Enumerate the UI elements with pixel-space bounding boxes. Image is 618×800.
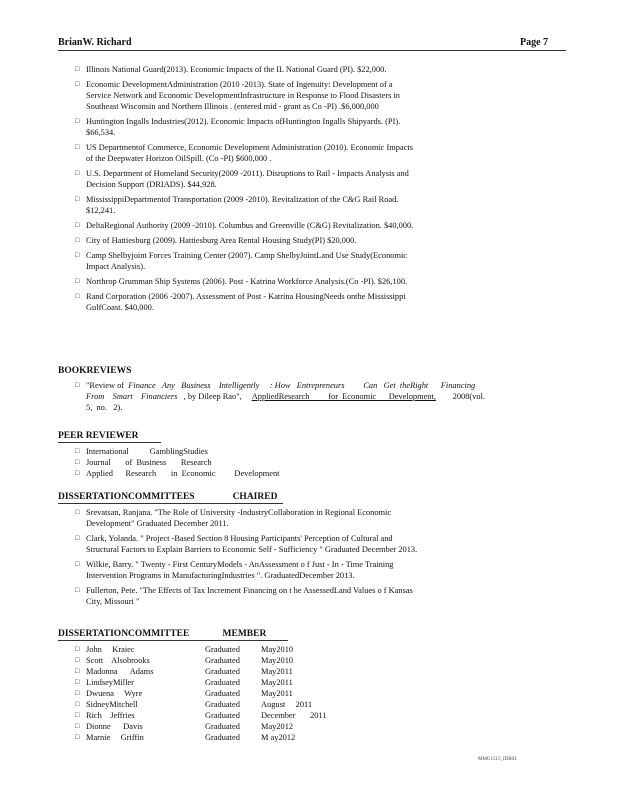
bullet-icon: □ (75, 711, 80, 719)
bullet-icon: □ (75, 560, 80, 568)
bullet-icon: □ (75, 143, 80, 151)
grants-list (58, 64, 563, 313)
bullet-icon: □ (75, 381, 80, 389)
table-row: □ Dionne Davis Graduated May2012 (75, 722, 294, 731)
bullet-icon: □ (75, 277, 80, 285)
peer-reviewer-heading: PEER REVIEWER (58, 431, 161, 443)
bullet-icon: □ (75, 689, 80, 697)
list-item: □ Applied Research in Economic Development (75, 469, 280, 478)
bullet-icon: □ (75, 117, 80, 125)
bullet-icon: □ (75, 678, 80, 686)
footer-code: MMG1515_IDB04 (478, 757, 517, 762)
peer-reviewer-list (58, 446, 563, 479)
book-reviews-heading: BOOKREVIEWS (58, 366, 132, 376)
grant-item: □ City of Hattiesburg (2009). Hattiesburg Area Rental Housing Study(PI) $20,000. (75, 236, 357, 245)
grant-item: □ U.S. Department of Homeland Security(2009 -2011). Disruptions to Rail - Impacts Analysis and Decision Support (DRIADS). $44,928. (75, 169, 409, 189)
grant-item: □ Rand Corporation (2006 -2007). Assessment of Post - Katrina HousingNeeds onthe Mississippi GulfCoast. $40,000. (75, 292, 406, 312)
list-item: □ Wilkie, Barry. " Twenty - First CenturyModels - AnAssessment o f Just - In - Time Training Intervention Programs in ManufacturingIndustries ". GraduatedDecember 2013. (75, 560, 394, 580)
member-heading: DISSERTATIONCOMMITTEE MEMBER (58, 629, 288, 641)
grant-item: □ Illinois National Guard(2013). Economic Impacts of the IL National Guard (PI). $22,000. (75, 65, 387, 74)
book-review-item: □ "Review of Finance Any Business Intelligently : How Entrepreneurs Can Get theRight Financing From Smart Financiers , by Dileep Rao", AppliedResearch for Economic Development, 2008(vol. 5, no. 2). (75, 381, 486, 412)
table-row: □ Rich Jeffries Graduated December 2011 (75, 711, 327, 720)
bullet-icon: □ (75, 733, 80, 741)
book-review-block (58, 380, 563, 413)
table-row: □ Madonna Adams Graduated May2011 (75, 667, 293, 676)
grant-item: □ Huntington Ingalls Industries(2012). Economic Impacts ofHuntington Ingalls Shipyards. (PI). $66,534. (75, 117, 401, 137)
grant-item: □ US Departmentof Commerce, Economic Development Administration (2010). Economic Impacts of the Deepwater Horizon OilSpill. (Co -PI) $600,000 . (75, 143, 414, 163)
bullet-icon: □ (75, 722, 80, 730)
bullet-icon: □ (75, 292, 80, 300)
bullet-icon: □ (75, 65, 80, 73)
grant-item: □ MississippiDepartmentof Transportation (2009 -2010). Revitalization of the C&G Rail Road. $12,241. (75, 195, 399, 215)
grant-item: □ Economic DevelopmentAdministration (2010 -2013). State of Ingenuity: Development of a Service Network and Economic DevelopmentInfrastructure in Response to Flood Disasters in Southeast Wisconsin and Northern Illinois . (entered mid - grant as Co -PI) .$6,000,000 (75, 80, 400, 111)
list-item: □ Clark, Yolanda. " Project -Based Section 8 Housing Participants' Perception of Cultural and Structural Factors to Explain Barriers to Economic Self - Sufficiency " Graduated December 2013. (75, 534, 418, 554)
bullet-icon: □ (75, 534, 80, 542)
table-row: □ LindseyMiller Graduated May2011 (75, 678, 293, 687)
table-row: □ Scott Alsobrooks Graduated May2010 (75, 656, 294, 665)
member-list (58, 644, 563, 743)
bullet-icon: □ (75, 251, 80, 259)
header-name: BrianW. Richard (58, 37, 132, 48)
bullet-icon: □ (75, 221, 80, 229)
bullet-icon: □ (75, 469, 80, 477)
bullet-icon: □ (75, 700, 80, 708)
table-row: □ John Kraiec Graduated May2010 (75, 645, 294, 654)
bullet-icon: □ (75, 645, 80, 653)
bullet-icon: □ (75, 169, 80, 177)
bullet-icon: □ (75, 508, 80, 516)
bullet-icon: □ (75, 458, 80, 466)
page-number: Page 7 (520, 37, 549, 48)
table-row: □ Dwuena Wyre Graduated May2011 (75, 689, 293, 698)
grant-item: □ Camp Shelbyjoint Forces Training Center (2007). Camp ShelbyJointLand Use Study(Economic Impact Analysis). (75, 251, 408, 271)
list-item: □ Journal of Business Research (75, 458, 212, 467)
list-item: □ Fullerton, Pete. "The Effects of Tax Increment Financing on t he AssessedLand Values o f Kansas City, Missouri " (75, 586, 413, 606)
chaired-list (58, 507, 563, 607)
bullet-icon: □ (75, 656, 80, 664)
table-row: □ SidneyMitchell Graduated August 2011 (75, 700, 313, 709)
list-item: □ International GamblingStudies (75, 447, 208, 456)
bullet-icon: □ (75, 80, 80, 88)
bullet-icon: □ (75, 195, 80, 203)
list-item: □ Srevatsan, Ranjana. "The Role of University -IndustryCollaboration in Regional Economic Development" Graduated December 2011. (75, 508, 392, 528)
header-rule (58, 50, 566, 51)
grant-item: □ Northrop Grumman Ship Systems (2006). Post - Katrina Workforce Analysis.(Co -PI). $26,100. (75, 277, 408, 286)
table-row: □ Marnie Griffin Graduated M ay2012 (75, 733, 296, 742)
bullet-icon: □ (75, 236, 80, 244)
bullet-icon: □ (75, 667, 80, 675)
chaired-heading: DISSERTATIONCOMMITTEES CHAIRED (58, 492, 283, 504)
bullet-icon: □ (75, 586, 80, 594)
grant-item: □ DeltaRegional Authority (2009 -2010). Columbus and Greenville (C&G) Revitalization. $40,000. (75, 221, 414, 230)
bullet-icon: □ (75, 447, 80, 455)
